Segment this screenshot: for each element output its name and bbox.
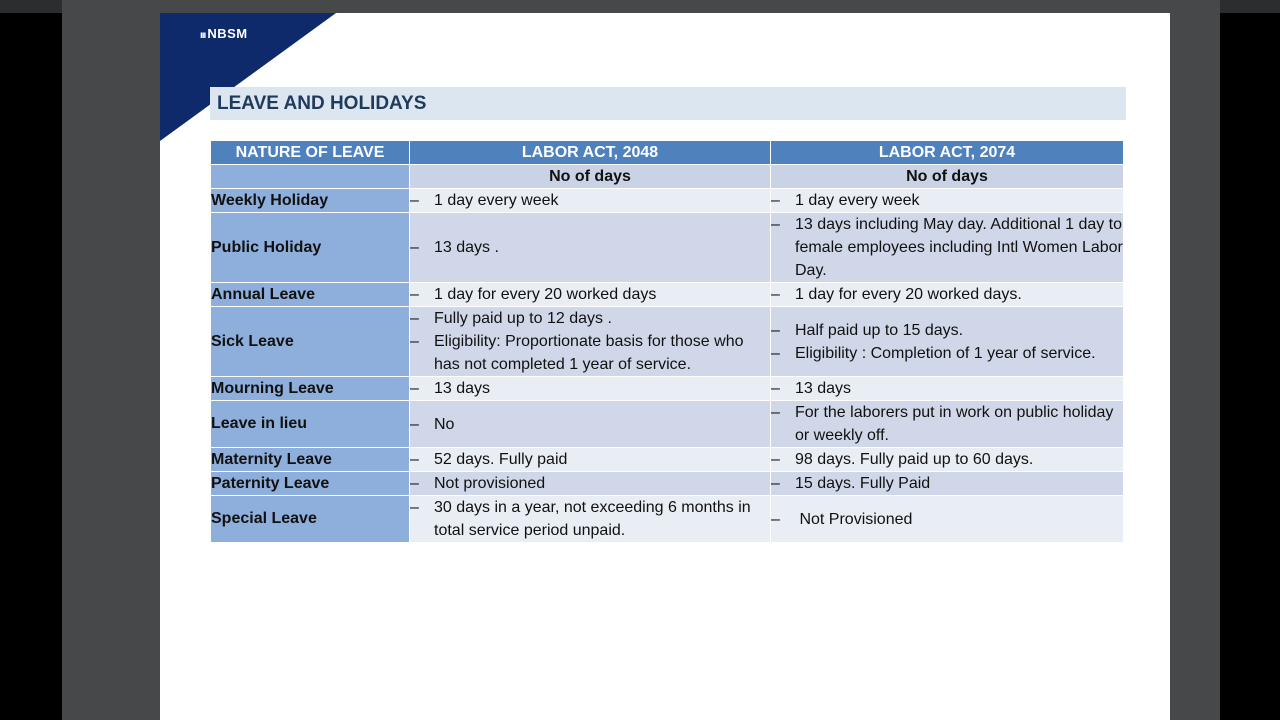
cell-act2048 [410, 401, 771, 448]
dash-bullet-icon: – [771, 192, 780, 209]
subheader-blank [211, 165, 410, 189]
leave-type-label: Public Holiday [211, 213, 410, 283]
dash-bullet-icon: – [410, 310, 419, 327]
bullet-text: 1 day for every 20 worked days [434, 286, 657, 303]
cell-act2074 [771, 496, 1124, 543]
bullet-item [771, 213, 1123, 282]
bullet-item [771, 319, 1123, 342]
bullet-text: 13 days . [434, 239, 499, 256]
bullet-text: For the laborers put in work on public holiday or weekly off. [795, 404, 1114, 444]
dash-bullet-icon: – [771, 451, 780, 468]
header-labor-act-2074: LABOR ACT, 2074 [771, 141, 1124, 165]
leave-type-label: Special Leave [211, 496, 410, 543]
leave-type-label: Sick Leave [211, 307, 410, 377]
bullet-item [771, 283, 1123, 306]
bullet-text: 1 day every week [795, 192, 920, 209]
bullet-item [771, 342, 1123, 365]
bullet-item [771, 472, 1123, 495]
cell-act2048 [410, 377, 771, 401]
leave-type-label: Weekly Holiday [211, 189, 410, 213]
cell-act2074 [771, 472, 1124, 496]
leave-type-label: Leave in lieu [211, 401, 410, 448]
dash-bullet-icon: – [410, 415, 419, 433]
table-row [211, 307, 1124, 377]
header-labor-act-2048: LABOR ACT, 2048 [410, 141, 771, 165]
company-logo [200, 26, 248, 41]
dash-bullet-icon: – [410, 499, 419, 516]
dash-bullet-icon: – [771, 475, 780, 492]
table-row [211, 283, 1124, 307]
cell-act2074 [771, 377, 1124, 401]
bullet-text: Half paid up to 15 days. [795, 321, 964, 339]
leave-table [210, 140, 1124, 543]
dash-bullet-icon: – [410, 451, 419, 468]
bullet-item [410, 472, 770, 495]
bullet-text: 13 days [795, 380, 852, 397]
cell-act2074 [771, 213, 1124, 283]
dash-bullet-icon: – [410, 380, 419, 397]
bullet-text: 13 days including May day. Additional 1 day to female employees including Intl Women Labor Day. [795, 216, 1123, 279]
cell-act2048 [410, 307, 771, 377]
dash-bullet-icon: – [410, 192, 419, 209]
bullet-item [771, 189, 1123, 212]
header-nature-of-leave: NATURE OF LEAVE [211, 141, 410, 165]
cell-act2048 [410, 213, 771, 283]
bullet-item [771, 448, 1123, 471]
table-row [211, 189, 1124, 213]
subheader-row [211, 165, 1124, 189]
dash-bullet-icon: – [410, 475, 419, 492]
bullet-item [410, 236, 770, 259]
cell-act2074 [771, 307, 1124, 377]
dash-bullet-icon: – [771, 321, 780, 339]
slide-title: LEAVE AND HOLIDAYS [210, 87, 1126, 120]
bullet-text: Eligibility : Completion of 1 year of service. [795, 344, 1096, 362]
dash-bullet-icon: – [771, 380, 780, 397]
dash-bullet-icon: – [771, 404, 780, 421]
table-row [211, 472, 1124, 496]
cell-act2074 [771, 189, 1124, 213]
bullet-text: 30 days in a year, not exceeding 6 months in total service period unpaid. [434, 499, 751, 539]
table-row [211, 448, 1124, 472]
subheader-no-of-days-2074: No of days [771, 165, 1124, 189]
corner-triangle-decoration [160, 13, 336, 141]
bullet-item [410, 283, 770, 306]
dash-bullet-icon: – [771, 510, 780, 528]
cell-act2074 [771, 283, 1124, 307]
bullet-text: 1 day for every 20 worked days. [795, 286, 1022, 303]
bullet-text: No [434, 415, 455, 433]
cell-act2048 [410, 472, 771, 496]
leave-type-label: Annual Leave [211, 283, 410, 307]
dash-bullet-icon: – [410, 239, 419, 256]
logo-text: NBSM [207, 26, 248, 41]
cell-act2048 [410, 448, 771, 472]
bullet-text: Eligibility: Proportionate basis for those who has not completed 1 year of service. [434, 333, 744, 373]
dash-bullet-icon: – [771, 216, 780, 233]
dash-bullet-icon: – [771, 344, 780, 362]
bullet-text: 52 days. Fully paid [434, 451, 568, 468]
table-row [211, 401, 1124, 448]
slide [160, 13, 1170, 720]
cell-act2074 [771, 401, 1124, 448]
bullet-item [771, 401, 1123, 447]
logo-bars-icon: ııı [200, 30, 206, 41]
header-row [211, 141, 1124, 165]
dash-bullet-icon: – [771, 286, 780, 303]
cell-act2074 [771, 448, 1124, 472]
cell-act2048 [410, 283, 771, 307]
table-row [211, 377, 1124, 401]
bullet-item [410, 189, 770, 212]
dash-bullet-icon: – [410, 286, 419, 303]
cell-act2048 [410, 189, 771, 213]
cell-act2048 [410, 496, 771, 543]
leave-type-label: Maternity Leave [211, 448, 410, 472]
bullet-text: Fully paid up to 12 days . [434, 310, 612, 327]
bullet-text: Not provisioned [434, 475, 546, 492]
bullet-text: 15 days. Fully Paid [795, 475, 931, 492]
bullet-text: 1 day every week [434, 192, 559, 209]
dash-bullet-icon: – [410, 333, 419, 350]
bullet-item [771, 508, 1123, 531]
bullet-text: 13 days [434, 380, 491, 397]
table-row [211, 496, 1124, 543]
bullet-item [771, 377, 1123, 400]
bullet-item [410, 413, 770, 436]
leave-type-label: Mourning Leave [211, 377, 410, 401]
bullet-item [410, 307, 770, 330]
subheader-no-of-days-2048: No of days [410, 165, 771, 189]
bullet-text: Not Provisioned [795, 510, 913, 528]
bullet-item [410, 496, 770, 542]
bullet-item [410, 330, 770, 376]
bullet-item [410, 448, 770, 471]
leave-type-label: Paternity Leave [211, 472, 410, 496]
table-body [211, 189, 1124, 543]
bullet-text: 98 days. Fully paid up to 60 days. [795, 451, 1034, 468]
table-row [211, 213, 1124, 283]
bullet-item [410, 377, 770, 400]
